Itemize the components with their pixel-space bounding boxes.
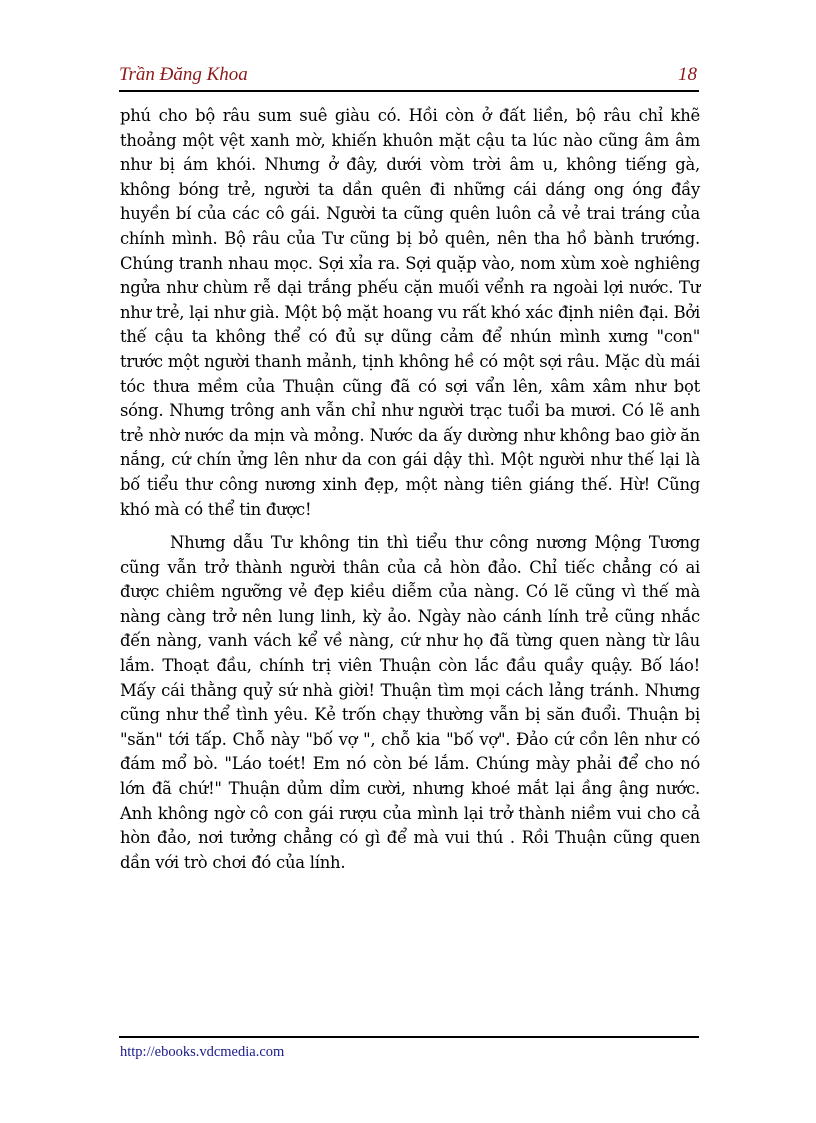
footer-divider [119, 1036, 699, 1038]
page-header [119, 62, 699, 92]
footer-url-link[interactable]: http://ebooks.vdcmedia.com [120, 1044, 285, 1060]
body-text [120, 104, 700, 875]
paragraph-1: phú cho bộ râu sum suê giàu có. Hồi còn ở đất liền, bộ râu chỉ khẽ thoảng một vệt xanh mờ, khiến khuôn mặt cậu ta lúc nào cũng âm âm như bị ám khói. Nhưng ở đây, dưới vòm trời âm u, không tiếng gà, không bóng trẻ, người ta dần quên đi những cái dáng ong óng đầy huyền bí của các cô gái. Người ta cũng quên luôn cả vẻ trai tráng của chính mình. Bộ râu của Tư cũng bị bỏ quên, nên tha hồ bành trướng. Chúng tranh nhau mọc. Sợi xỉa ra. Sợi quặp vào, nom xùm xoè nghiêng ngửa như chùm rễ dại trắng phếu cặn muối vểnh ra ngoài lợi nước. Tư như trẻ, lại như già. Một bộ mặt hoang vu rất khó xác định niên đại. Bởi thế cậu ta không thể có đủ sự dũng cảm để nhún mình xưng "con" trước một người thanh mảnh, tịnh không hề có một sợi râu. Mặc dù mái tóc thưa mềm của Thuận cũng đã có sợi vẩn lên, xâm xâm như bọt sóng. Nhưng trông anh vẫn chỉ như người trạc tuổi ba mươi. Có lẽ anh trẻ nhờ nước da mịn và mỏng. Nước da ấy dường như không bao giờ ăn nắng, cứ chín ửng lên như da con gái dậy thì. Một người như thế lại là bố tiểu thư công nương xinh đẹp, một nàng tiên giáng thế. Hừ! Cũng khó mà có thể tin được! [120, 106, 700, 519]
page-number: 18 [678, 64, 697, 85]
paragraph-2: Nhưng dẫu Tư không tin thì tiểu thư công nương Mộng Tương cũng vẫn trở thành người thân của cả hòn đảo. Chỉ tiếc chẳng có ai được chiêm ngưỡng vẻ đẹp kiều diễm của nàng. Có lẽ cũng vì thế mà nàng càng trở nên lung linh, kỳ ảo. Ngày nào cánh lính trẻ cũng nhắc đến nàng, vanh vách kể về nàng, cứ như họ đã từng quen nàng từ lâu lắm. Thoạt đầu, chính trị viên Thuận còn lắc đầu quầy quậy. Bố láo! Mấy cái thằng quỷ sứ nhà giời! Thuận tìm mọi cách lảng tránh. Nhưng cũng như thể tình yêu. Kẻ trốn chạy thường vẫn bị săn đuổi. Thuận bị "săn" tới tấp. Chỗ này "bố vợ ", chỗ kia "bố vợ". Đảo cứ cồn lên như có đám mổ bò. "Láo toét! Em nó còn bé lắm. Chúng mày phải để cho nó lớn đã chứ!" Thuận dủm dỉm cười, nhưng khoé mắt lại ầng ậng nước. Anh không ngờ cô con gái rượu của mình lại trở thành niềm vui cho cả hòn đảo, nơi tưởng chẳng có gì để mà vui thú . Rồi Thuận cũng quen dần với trò chơi đó của lính. [120, 533, 700, 872]
header-author: Trần Đăng Khoa [119, 64, 248, 85]
